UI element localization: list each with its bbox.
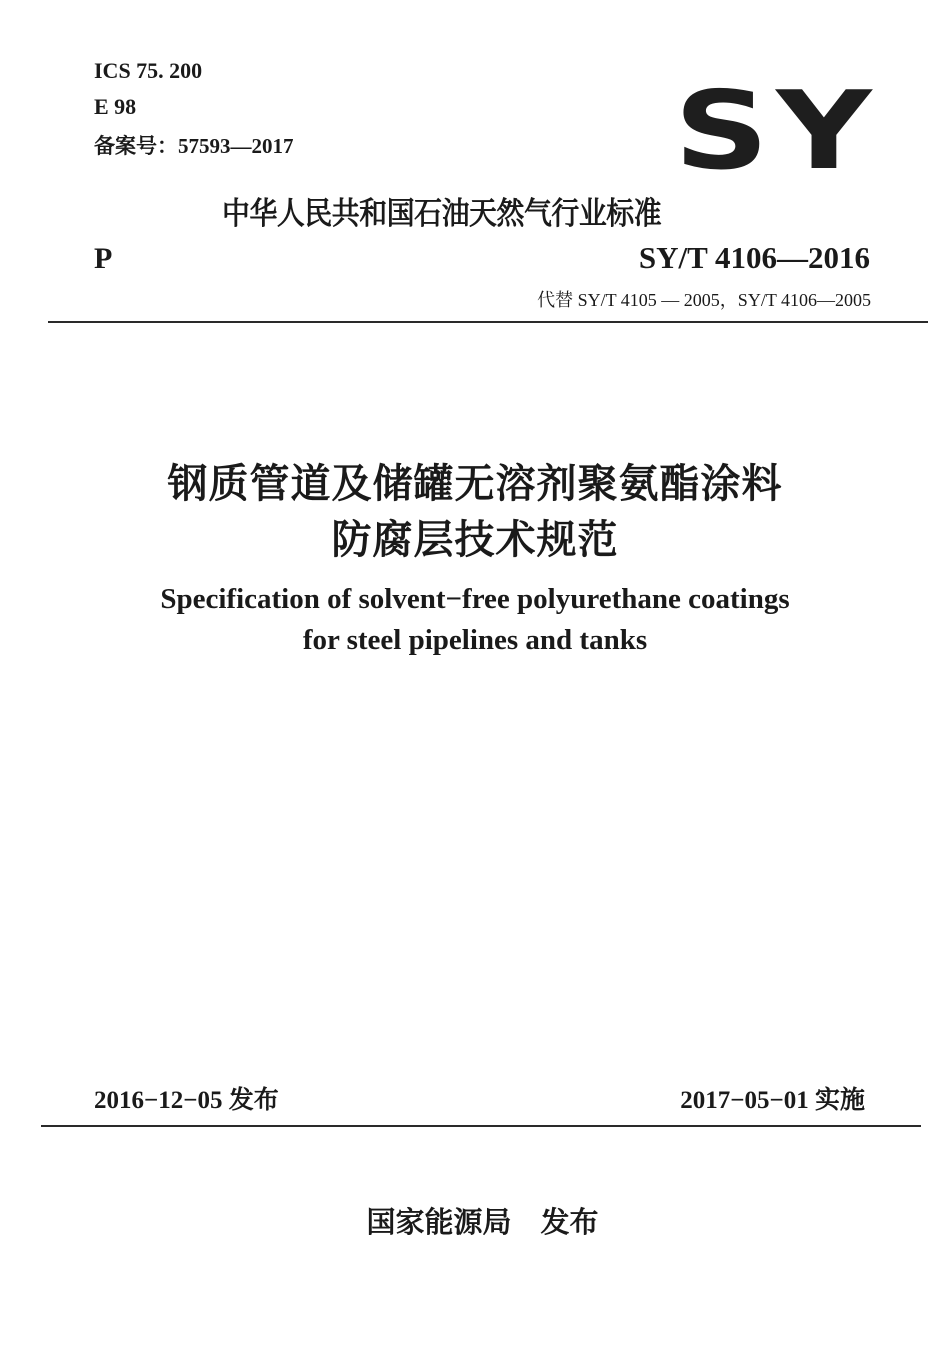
header-divider bbox=[48, 321, 928, 323]
footer-divider bbox=[41, 1125, 921, 1127]
industry-standard-heading: 中华人民共和国石油天然气行业标准 bbox=[222, 196, 662, 232]
issuer: 国家能源局 发布 bbox=[366, 1205, 599, 1239]
sy-logo: SY bbox=[674, 69, 879, 194]
ics-code: ICS 75. 200 bbox=[94, 58, 203, 83]
issue-date: 2016−12−05 发布 bbox=[94, 1087, 279, 1114]
filing-number: 备案号：57593—2017 bbox=[94, 134, 294, 158]
title-zh-line-1: 钢质管道及储罐无溶剂聚氨酯涂料 bbox=[167, 461, 783, 507]
title-en-line-2: for steel pipelines and tanks bbox=[302, 624, 648, 656]
title-zh-line-2: 防腐层技术规范 bbox=[331, 517, 619, 563]
category-letter: P bbox=[94, 242, 113, 275]
title-en-line-1: Specification of solvent−free polyurethane coatings bbox=[160, 583, 790, 615]
effective-date: 2017−05−01 实施 bbox=[680, 1087, 865, 1114]
classification-code: E 98 bbox=[94, 94, 137, 119]
standard-number: SY/T 4106—2016 bbox=[638, 240, 870, 275]
replaces-note: 代替 SY/T 4105 — 2005，SY/T 4106—2005 bbox=[537, 290, 871, 310]
